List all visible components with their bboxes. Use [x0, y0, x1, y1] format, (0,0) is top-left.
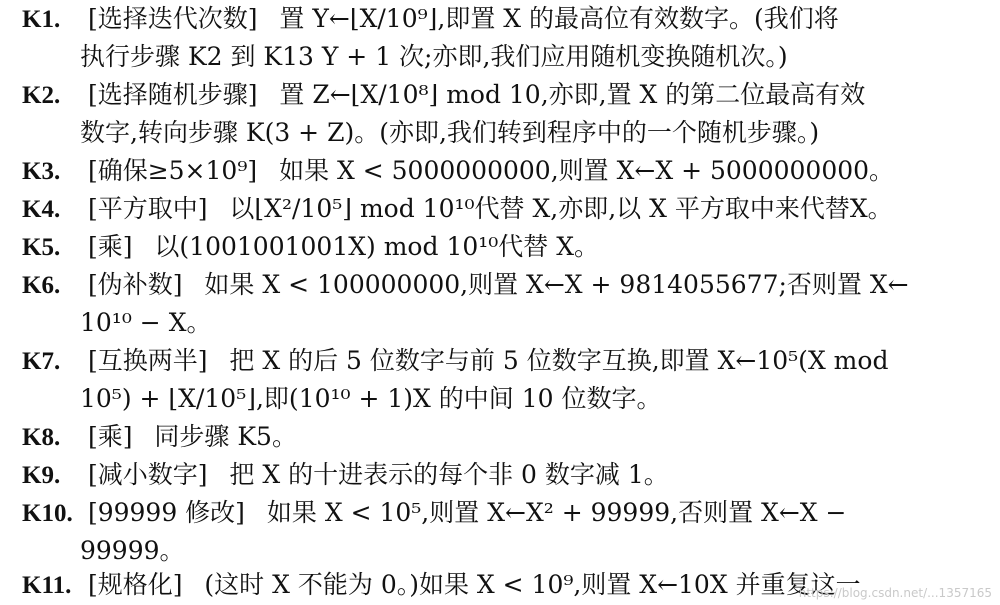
- step-id: K6.: [22, 272, 61, 299]
- step-text: 同步骤 K5。: [154, 422, 297, 451]
- step-text: 如果 X < 100000000,则置 X←X + 9814055677;否则置 X←: [204, 270, 909, 299]
- step-text: 99999。: [80, 536, 185, 565]
- step-title: [平方取中]: [87, 194, 208, 223]
- step-k2-line1: [0, 76, 1000, 114]
- step-title: [99999 修改]: [87, 498, 245, 527]
- step-id: K8.: [22, 424, 61, 451]
- step-title: [确保≥5×10⁹]: [87, 156, 258, 185]
- step-k2-line2: [0, 114, 1000, 152]
- step-id: K11.: [22, 572, 72, 599]
- step-title: [乘]: [87, 422, 133, 451]
- step-k3-line1: [0, 152, 1000, 190]
- step-id: K5.: [22, 234, 61, 261]
- step-title: [伪补数]: [87, 270, 183, 299]
- step-id: K9.: [22, 462, 61, 489]
- step-k1-line2: [0, 38, 1000, 76]
- step-title: [减小数字]: [87, 460, 208, 489]
- step-text: 置 Y←⌊X/10⁹⌋,即置 X 的最高位有效数字。(我们将: [279, 4, 839, 33]
- step-title: [规格化]: [87, 570, 183, 599]
- step-id: K3.: [22, 158, 61, 185]
- step-id: K1.: [22, 6, 61, 33]
- step-k5-line1: [0, 228, 1000, 266]
- step-k4-line1: [0, 190, 1000, 228]
- step-text: 执行步骤 K2 到 K13 Y + 1 次;亦即,我们应用随机变换随机次。): [80, 42, 788, 71]
- watermark: https://blog.csdn.net/...1357165: [798, 586, 992, 600]
- step-title: [乘]: [87, 232, 133, 261]
- step-k6-line2: [0, 304, 1000, 342]
- step-id: K10.: [22, 500, 73, 527]
- step-text: 以(1001001001X) mod 10¹⁰代替 X。: [154, 232, 600, 261]
- step-text: 如果 X < 5000000000,则置 X←X + 5000000000。: [279, 156, 895, 185]
- step-k6-line1: [0, 266, 1000, 304]
- step-k9-line1: [0, 456, 1000, 494]
- step-k10-line2: [0, 532, 1000, 570]
- step-text: 10¹⁰ − X。: [80, 308, 212, 337]
- step-id: K2.: [22, 82, 61, 109]
- step-k1-line1: [0, 0, 1000, 38]
- step-title: [选择随机步骤]: [87, 80, 258, 109]
- step-text: (这时 X 不能为 0。)如果 X < 10⁹,则置 X←10X 并重复这一: [204, 570, 861, 599]
- step-title: [选择迭代次数]: [87, 4, 258, 33]
- step-text: 以⌊X²/10⁵⌋ mod 10¹⁰代替 X,亦即,以 X 平方取中来代替X。: [229, 194, 893, 223]
- step-text: 10⁵) + ⌊X/10⁵⌋,即(10¹⁰ + 1)X 的中间 10 位数字。: [80, 384, 662, 413]
- step-id: K7.: [22, 348, 61, 375]
- step-text: 把 X 的十进表示的每个非 0 数字减 1。: [229, 460, 669, 489]
- step-k7-line1: [0, 342, 1000, 380]
- step-text: 如果 X < 10⁵,则置 X←X² + 99999,否则置 X←X −: [266, 498, 847, 527]
- step-text: 数字,转向步骤 K(3 + Z)。(亦即,我们转到程序中的一个随机步骤。): [80, 118, 820, 147]
- step-k7-line2: [0, 380, 1000, 418]
- step-text: 把 X 的后 5 位数字与前 5 位数字互换,即置 X←10⁵(X mod: [229, 346, 889, 375]
- step-text: 置 Z←⌊X/10⁸⌋ mod 10,亦即,置 X 的第二位最高有效: [279, 80, 866, 109]
- step-title: [互换两半]: [87, 346, 208, 375]
- step-k8-line1: [0, 418, 1000, 456]
- step-id: K4.: [22, 196, 61, 223]
- step-k10-line1: [0, 494, 1000, 532]
